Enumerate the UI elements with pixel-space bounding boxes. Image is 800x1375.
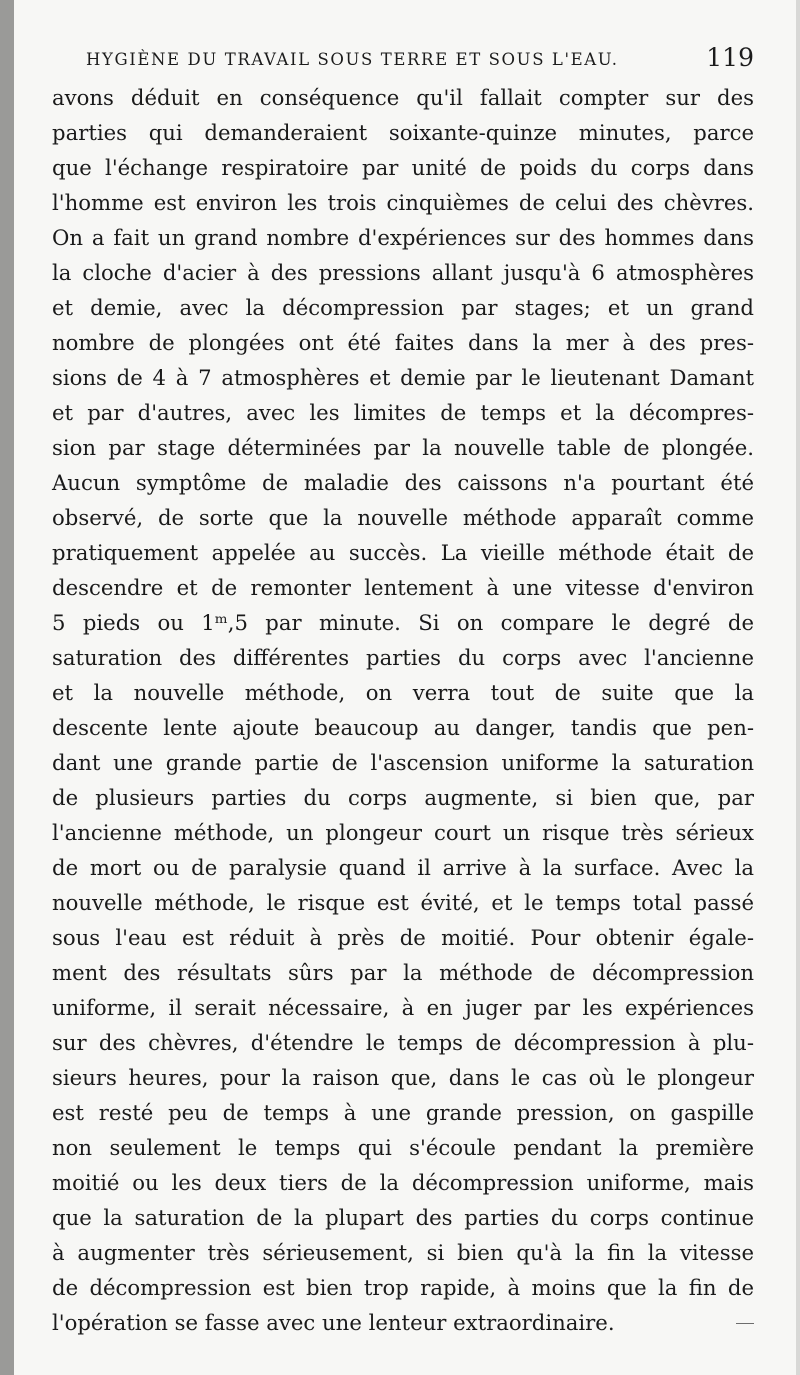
text-line: de mort ou de paralysie quand il arrive à la surface. Avec la: [52, 855, 754, 880]
text-line: Aucun symptôme de maladie des caissons n'a pourtant été: [52, 470, 754, 495]
bottom-rule: [736, 1323, 754, 1324]
text-line: l'homme est environ les trois cinquièmes de celui des chèvres.: [52, 190, 754, 215]
text-line: dant une grande partie de l'ascension uniforme la saturation: [52, 750, 754, 775]
text-line-last: l'opération se fasse avec une lenteur extraordinaire.: [52, 1310, 615, 1335]
text-line: à augmenter très sérieusement, si bien qu'à la fin la vitesse: [52, 1240, 754, 1265]
text-line: est resté peu de temps à une grande pression, on gaspille: [52, 1100, 754, 1125]
text-line: sous l'eau est réduit à près de moitié. Pour obtenir égale-: [52, 925, 754, 950]
text-line: avons déduit en conséquence qu'il fallait compter sur des: [52, 85, 754, 110]
text-line: On a fait un grand nombre d'expériences sur des hommes dans: [52, 225, 754, 250]
page-left-edge-shadow: [0, 0, 14, 1375]
text-line: et demie, avec la décompression par stages; et un grand: [52, 295, 754, 320]
body-text: [52, 80, 754, 1340]
text-line: pratiquement appelée au succès. La vieille méthode était de: [52, 540, 754, 565]
text-line: sur des chèvres, d'étendre le temps de décompression à plu-: [52, 1030, 754, 1055]
text-line: et la nouvelle méthode, on verra tout de suite que la: [52, 680, 754, 705]
text-line: que l'échange respiratoire par unité de poids du corps dans: [52, 155, 754, 180]
text-line: uniforme, il serait nécessaire, à en juger par les expériences: [52, 995, 754, 1020]
page-number: 119: [706, 43, 754, 72]
text-line: descendre et de remonter lentement à une vitesse d'environ: [52, 575, 754, 600]
text-line: et par d'autres, avec les limites de temps et la décompres-: [52, 400, 754, 425]
text-line: ment des résultats sûrs par la méthode de décompression: [52, 960, 754, 985]
text-line: 5 pieds ou 1ᵐ,5 par minute. Si on compare le degré de: [52, 610, 754, 635]
text-line: observé, de sorte que la nouvelle méthode apparaît comme: [52, 505, 754, 530]
text-line: sieurs heures, pour la raison que, dans le cas où le plongeur: [52, 1065, 754, 1090]
text-line: parties qui demanderaient soixante-quinze minutes, parce: [52, 120, 754, 145]
text-line: descente lente ajoute beaucoup au danger, tandis que pen-: [52, 715, 754, 740]
text-line: saturation des différentes parties du corps avec l'ancienne: [52, 645, 754, 670]
text-line: de décompression est bien trop rapide, à moins que la fin de: [52, 1275, 754, 1300]
running-title: HYGIÈNE DU TRAVAIL SOUS TERRE ET SOUS L'EAU.: [86, 50, 619, 69]
text-line: la cloche d'acier à des pressions allant jusqu'à 6 atmosphères: [52, 260, 754, 285]
page-right-edge: [796, 0, 800, 1375]
text-line: nombre de plongées ont été faites dans la mer à des pres-: [52, 330, 754, 355]
text-line: non seulement le temps qui s'écoule pendant la première: [52, 1135, 754, 1160]
text-line: sions de 4 à 7 atmosphères et demie par le lieutenant Damant: [52, 365, 754, 390]
text-line: l'ancienne méthode, un plongeur court un risque très sérieux: [52, 820, 754, 845]
text-line: sion par stage déterminées par la nouvelle table de plongée.: [52, 435, 754, 460]
text-line: moitié ou les deux tiers de la décompression uniforme, mais: [52, 1170, 754, 1195]
text-line: de plusieurs parties du corps augmente, si bien que, par: [52, 785, 754, 810]
text-line: nouvelle méthode, le risque est évité, et le temps total passé: [52, 890, 754, 915]
text-line: que la saturation de la plupart des parties du corps continue: [52, 1205, 754, 1230]
running-header: [86, 40, 754, 76]
